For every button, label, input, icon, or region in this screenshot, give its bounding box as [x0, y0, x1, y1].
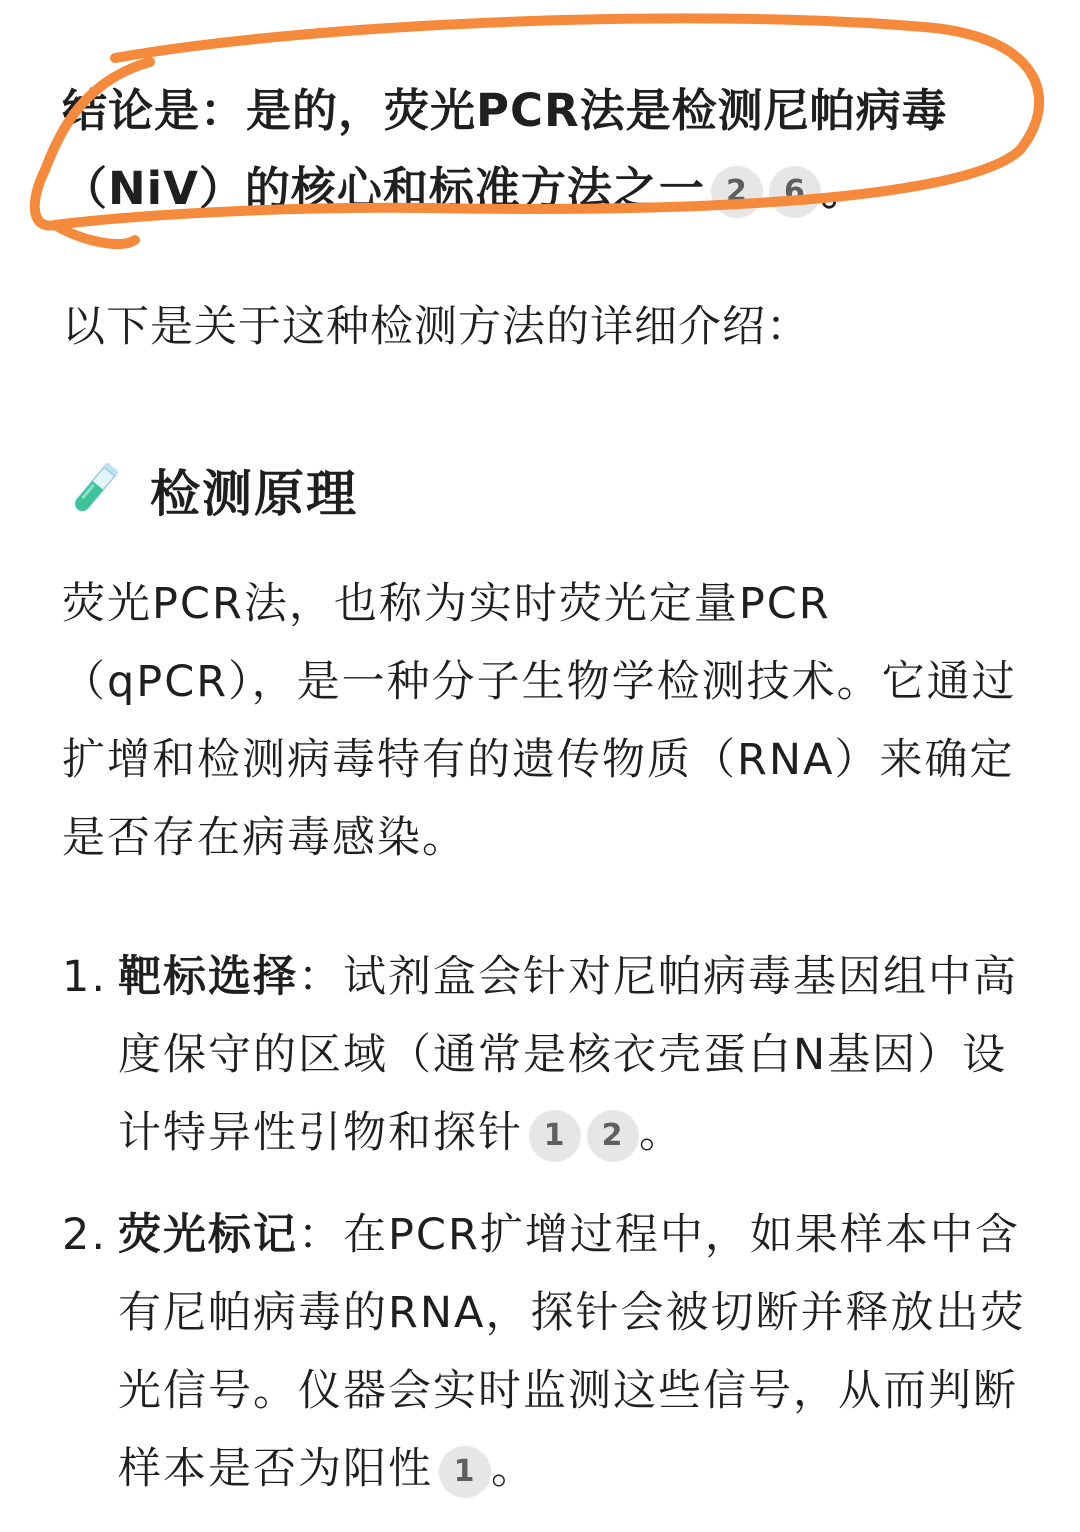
list-term: 靶标选择: [118, 952, 298, 1002]
list-separator: ：: [298, 1210, 343, 1260]
list-text: 在PCR扩增过程中，如果样本中含有尼帕病毒的RNA，探针会被切断并释放出荧光信号。仪器会实时监测这些信号，从而判断样本是否为阳性: [118, 1210, 1026, 1494]
section-title: 检测原理: [150, 465, 358, 523]
list-end: 。: [639, 1108, 684, 1158]
citation-badge[interactable]: 2: [587, 1110, 639, 1162]
test-tube-icon: [62, 458, 126, 522]
list-separator: ：: [298, 952, 343, 1002]
list-item: [62, 1196, 1032, 1508]
section-heading: [62, 450, 358, 530]
citation-badge[interactable]: 2: [711, 166, 763, 218]
citation-badge[interactable]: 6: [769, 166, 821, 218]
conclusion-body: 结论是：是的，荧光PCR法是检测尼帕病毒（NiV）的核心和标准方法之一: [62, 84, 948, 215]
citation-badge[interactable]: 1: [529, 1110, 581, 1162]
conclusion-end: 。: [820, 162, 867, 215]
intro-text: 以下是关于这种检测方法的详细介绍：: [62, 302, 810, 352]
list-text: 试剂盒会针对尼帕病毒基因组中高度保守的区域（通常是核衣壳蛋白N基因）设计特异性引物和探针: [118, 952, 1018, 1158]
list-item: [62, 938, 1032, 1172]
description-paragraph: 荧光PCR法，也称为实时荧光定量PCR（qPCR），是一种分子生物学检测技术。它通过扩增和检测病毒特有的遗传物质（RNA）来确定是否存在病毒感染。: [62, 579, 1017, 863]
citation-badge[interactable]: 1: [439, 1446, 491, 1498]
list-end: 。: [491, 1444, 536, 1494]
list-number: 2.: [62, 1210, 108, 1260]
steps-list: [62, 938, 1032, 1532]
list-number: 1.: [62, 952, 108, 1002]
list-term: 荧光标记: [118, 1210, 298, 1260]
conclusion-text: [62, 72, 1022, 228]
